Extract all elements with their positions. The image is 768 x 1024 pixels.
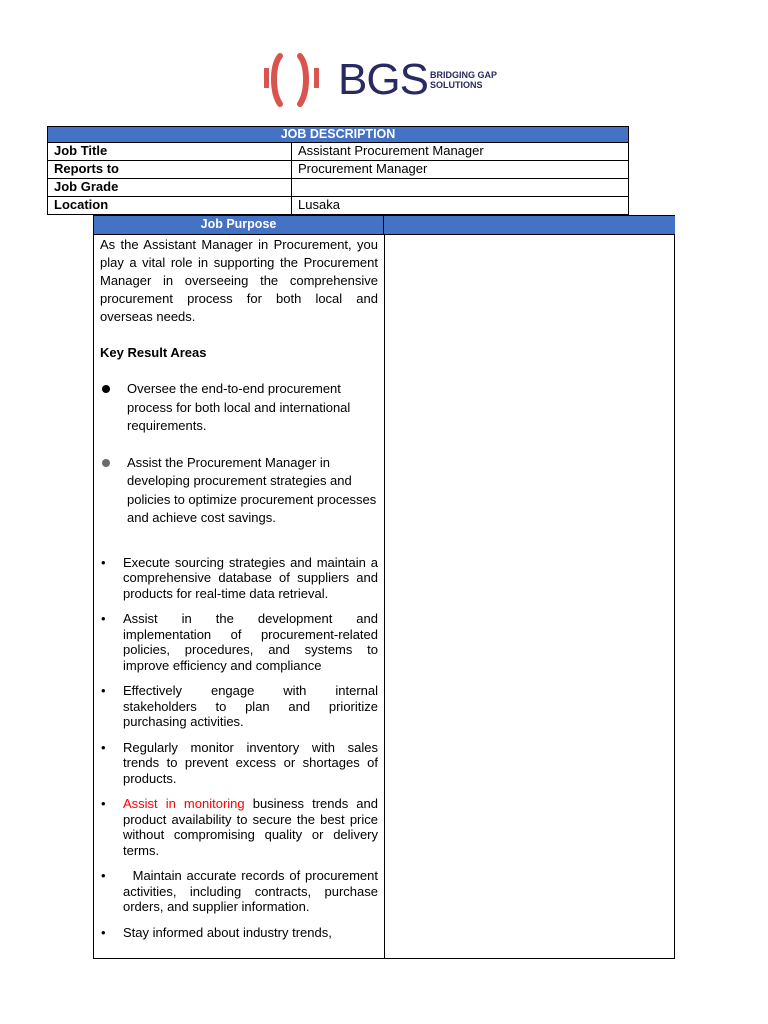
bullet-icon: • — [101, 554, 106, 570]
logo-wordmark: BGS — [338, 55, 428, 104]
list-item: • Assist in monitoring business trends and product availability to secure the best price without compromising quality or delivery terms. — [101, 796, 378, 858]
table-row — [48, 143, 629, 161]
job-title-value: Assistant Procurement Manager — [292, 143, 629, 161]
job-grade-value — [292, 179, 629, 197]
bgs-logo-mark-icon — [262, 52, 332, 108]
list-item: • Regularly monitor inventory with sales trends to prevent excess or shortages of products. — [101, 739, 378, 786]
list-item: • Stay informed about industry trends, — [101, 924, 332, 940]
list-item: • Execute sourcing strategies and maintain a comprehensive database of suppliers and products for real-time data retrieval. — [101, 554, 378, 601]
bullet-icon: • — [101, 683, 106, 698]
list-item: • Maintain accurate records of procurement activities, including contracts, purchase orders, and supplier information. — [101, 868, 382, 914]
job-description-table — [47, 126, 629, 215]
logo-tagline: BRIDGING GAP SOLUTIONS — [430, 70, 498, 90]
list-item: Assist the Procurement Manager in developing procurement strategies and policies to optimize procurement processes and achieve cost savings. — [100, 454, 378, 528]
purpose-text: As the Assistant Manager in Procurement, you play a vital role in supporting the Procurement Manager in overseeing the comprehensive procurement process for both local and overseas needs. — [100, 237, 378, 324]
bullet-icon: • — [101, 611, 106, 626]
job-purpose-content — [100, 236, 382, 940]
reports-to-label: Reports to — [48, 161, 292, 179]
key-result-areas-title: Key Result Areas — [100, 345, 207, 360]
bullet-icon: • — [101, 924, 106, 940]
list-item: • Assist in the development and implementation of procurement-related policies, procedures, and systems to improve efficiency and compliance — [101, 611, 378, 673]
location-label: Location — [48, 197, 292, 215]
bullet-icon — [102, 385, 110, 393]
bullet-icon — [102, 459, 110, 467]
bullet-icon: • — [101, 796, 106, 811]
location-value: Lusaka — [292, 197, 629, 215]
list-item: Oversee the end-to-end procurement process for both local and international requirements. — [100, 380, 378, 436]
bullet-icon: • — [101, 868, 106, 883]
job-description-header: JOB DESCRIPTION — [48, 127, 629, 143]
reports-to-value: Procurement Manager — [292, 161, 629, 179]
job-grade-label: Job Grade — [48, 179, 292, 197]
highlighted-text: Assist in monitoring — [123, 796, 245, 811]
job-title-label: Job Title — [48, 143, 292, 161]
job-purpose-header-right — [384, 216, 675, 235]
bullet-icon: • — [101, 739, 106, 755]
table-row — [48, 197, 629, 215]
job-purpose-table — [93, 215, 675, 959]
company-logo — [262, 52, 512, 108]
column-divider — [384, 235, 385, 959]
list-item: • Effectively engage with internal stakeholders to plan and prioritize purchasing activities. — [101, 683, 378, 729]
job-purpose-header: Job Purpose — [94, 216, 384, 235]
table-row — [48, 179, 629, 197]
table-row — [48, 161, 629, 179]
